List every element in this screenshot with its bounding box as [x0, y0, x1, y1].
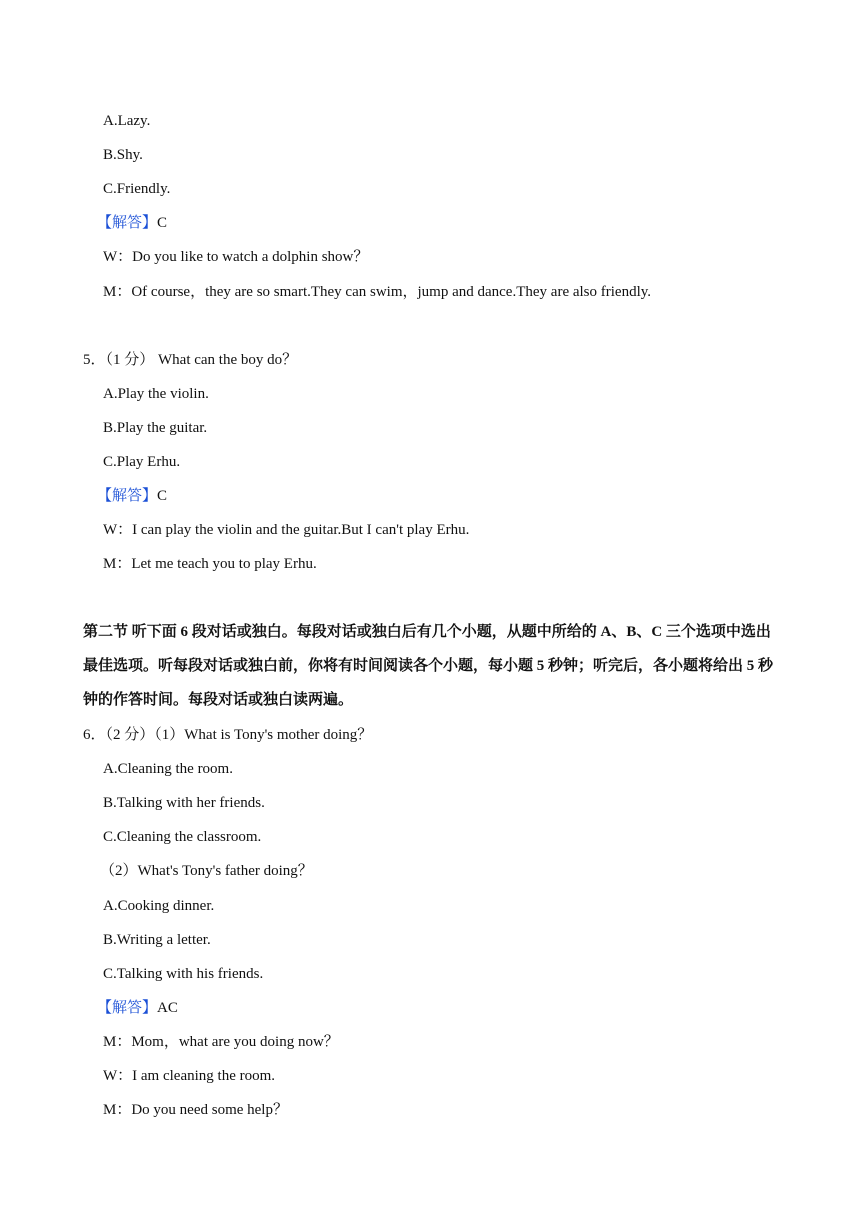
section2-line-1: 第二节 听下面 6 段对话或独白。每段对话或独白后有几个小题，从题中所给的 A、B、C 三个选项中选出: [83, 624, 771, 640]
q4-option-c: C.Friendly.: [103, 181, 171, 197]
q6-question: 6．（2 分）（1）What is Tony's mother doing？: [83, 727, 373, 743]
q6-p1-option-b: B.Talking with her friends.: [103, 795, 265, 811]
section2-line-3: 钟的作答时间。每段对话或独白读两遍。: [83, 692, 354, 708]
q6-answer-label: 【解答】: [97, 1000, 158, 1016]
q6-answer-value: AC: [157, 1000, 178, 1016]
q5-option-c: C.Play Erhu.: [103, 454, 181, 470]
q5-question: 5．（1 分） What can the boy do？: [83, 352, 298, 368]
q4-answer: [97, 213, 167, 233]
q4-answer-value: C: [157, 215, 168, 231]
q6-dialog-3: M：Do you need some help？: [103, 1102, 288, 1118]
q6-answer: [97, 998, 178, 1018]
q5-answer-value: C: [157, 488, 168, 504]
q6-dialog-2: W：I am cleaning the room.: [103, 1068, 276, 1084]
q5-option-b: B.Play the guitar.: [103, 420, 208, 436]
q6-p2-option-b: B.Writing a letter.: [103, 932, 211, 948]
q4-dialog-1: W：Do you like to watch a dolphin show？: [103, 249, 369, 265]
section2-line-2: 最佳选项。听每段对话或独白前，你将有时间阅读各个小题，每小题 5 秒钟；听完后，各小题将给出 5 秒: [83, 658, 774, 674]
q4-option-b: B.Shy.: [103, 147, 143, 163]
q6-dialog-1: M：Mom，what are you doing now？: [103, 1034, 339, 1050]
q5-dialog-2: M：Let me teach you to play Erhu.: [103, 556, 317, 572]
q6-p2-option-a: A.Cooking dinner.: [103, 898, 215, 914]
q5-option-a: A.Play the violin.: [103, 386, 209, 402]
q4-dialog-2: M：Of course，they are so smart.They can swim，jump and dance.They are also friendly.: [103, 284, 652, 300]
q5-answer-label: 【解答】: [97, 488, 158, 504]
q5-dialog-1: W：I can play the violin and the guitar.But I can't play Erhu.: [103, 522, 470, 538]
q6-p2-option-c: C.Talking with his friends.: [103, 966, 264, 982]
q5-answer: [97, 486, 167, 506]
q4-option-a: A.Lazy.: [103, 113, 151, 129]
q6-p1-option-c: C.Cleaning the classroom.: [103, 829, 262, 845]
q6-p1-option-a: A.Cleaning the room.: [103, 761, 233, 777]
q6-p2-question: （2）What's Tony's father doing？: [100, 863, 313, 879]
q4-answer-label: 【解答】: [97, 215, 158, 231]
